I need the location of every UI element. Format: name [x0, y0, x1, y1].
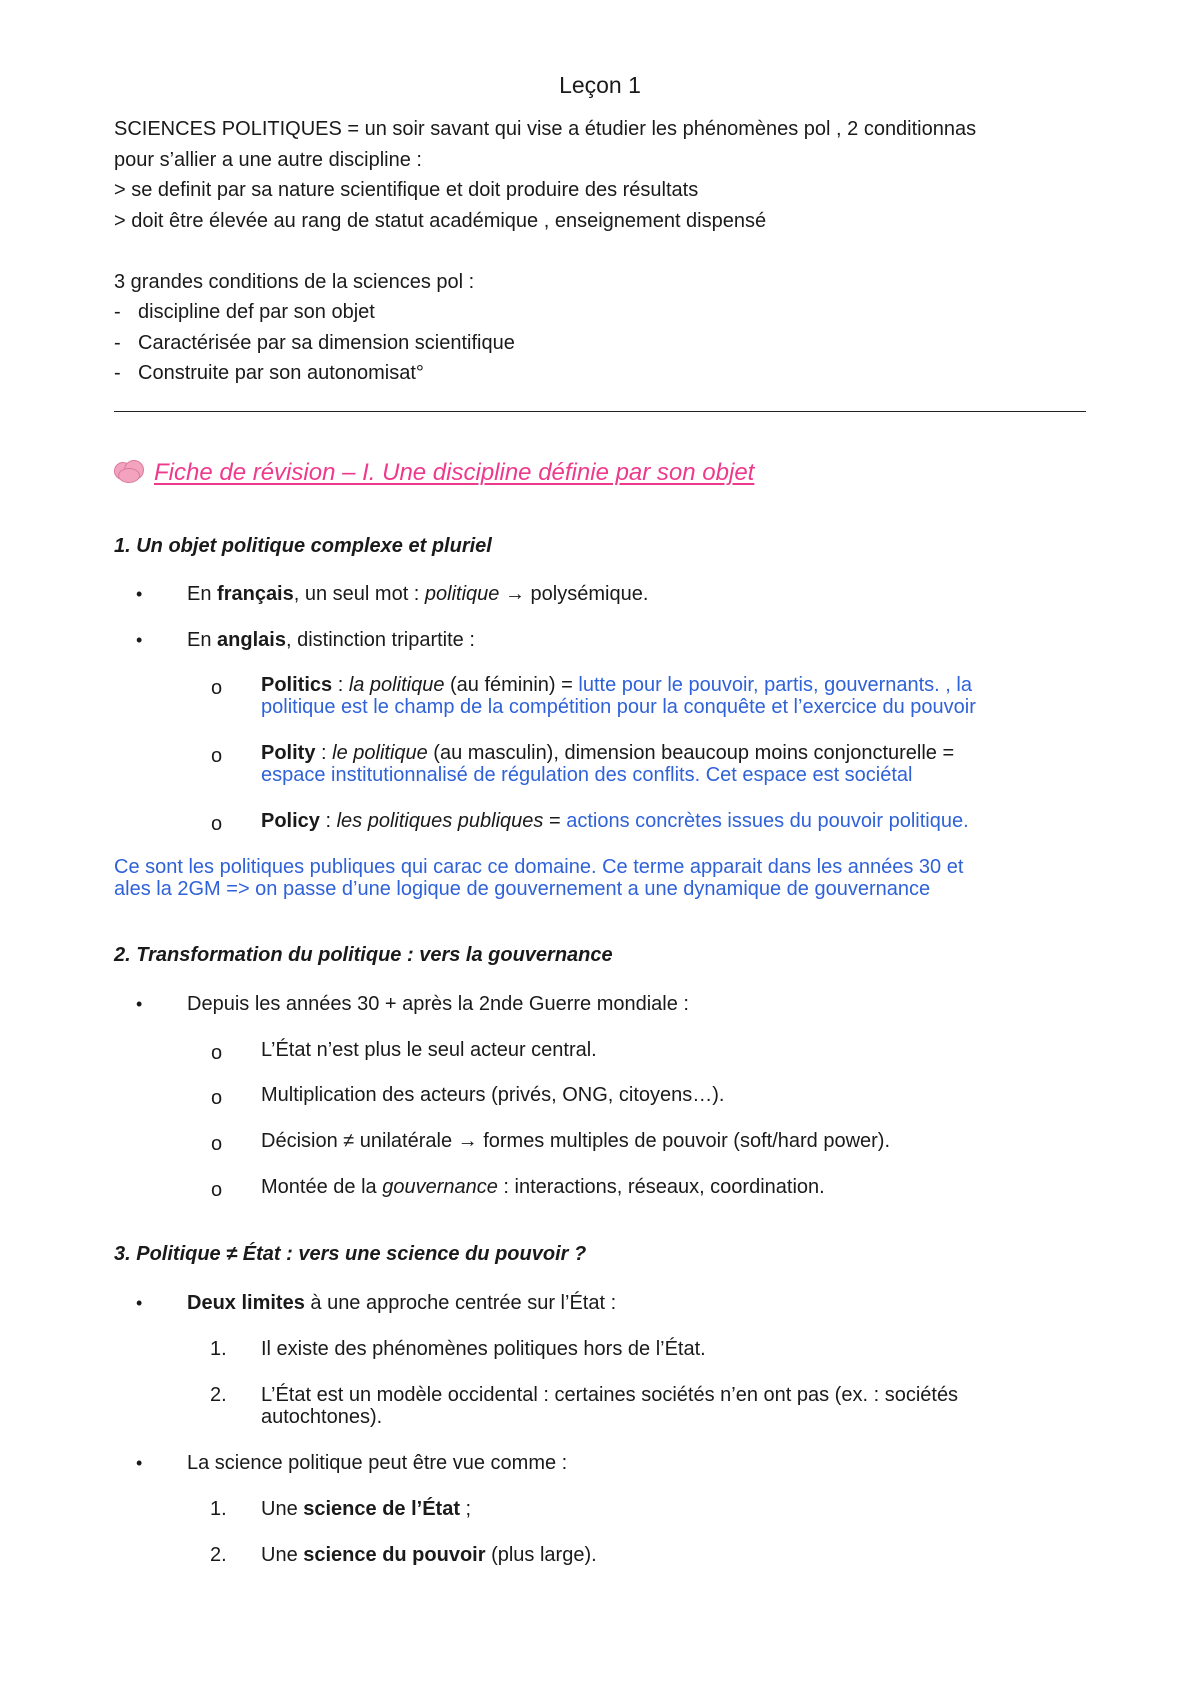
- horizontal-divider: [114, 411, 1086, 412]
- section-title: 2. Transformation du politique : vers la gouvernance: [114, 944, 613, 966]
- list-item: Il existe des phénomènes politiques hors de l’État.: [261, 1338, 706, 1360]
- list-item: Deux limites à une approche centrée sur l’État :: [187, 1292, 617, 1314]
- sub-bullet: o: [211, 1087, 223, 1109]
- sub-bullet: o: [211, 1179, 223, 1201]
- list-item-continuation: espace institutionnalisé de régulation des conflits. Cet espace est sociétal: [261, 764, 913, 786]
- sub-bullet: o: [211, 1133, 223, 1155]
- list-item: En français, un seul mot : politique → polysémique.: [187, 583, 649, 605]
- intro-line: 3 grandes conditions de la sciences pol :: [114, 271, 475, 293]
- list-item: Caractérisée par sa dimension scientifique: [138, 332, 515, 354]
- list-item: Une science de l’État ;: [261, 1498, 472, 1520]
- intro-line: pour s’allier a une autre discipline :: [114, 149, 422, 171]
- fiche-heading: [114, 459, 754, 487]
- intro-line: > doit être élevée au rang de statut académique , enseignement dispensé: [114, 210, 767, 232]
- list-item: discipline def par son objet: [138, 301, 375, 323]
- list-dash: -: [114, 362, 121, 384]
- list-item: Politics : la politique (au féminin) = lutte pour le pouvoir, partis, gouvernants. , la: [261, 674, 972, 696]
- bullet: •: [136, 1453, 143, 1473]
- list-number: 1.: [210, 1498, 227, 1520]
- note-text: ales la 2GM => on passe d’une logique de gouvernement a une dynamique de gouvernance: [114, 878, 931, 900]
- list-dash: -: [114, 332, 121, 354]
- list-item: L’État est un modèle occidental : certaines sociétés n’en ont pas (ex. : sociétés: [261, 1384, 959, 1406]
- intro-line: SCIENCES POLITIQUES = un soir savant qui vise a étudier les phénomènes pol , 2 conditionnas: [114, 118, 977, 140]
- note-text: Ce sont les politiques publiques qui carac ce domaine. Ce terme apparait dans les années 30 et: [114, 856, 964, 878]
- list-number: 2.: [210, 1384, 227, 1406]
- list-item: Décision ≠ unilatérale → formes multiples de pouvoir (soft/hard power).: [261, 1130, 891, 1152]
- bullet: •: [136, 630, 143, 650]
- brain-icon: [114, 460, 146, 482]
- bullet: •: [136, 1293, 143, 1313]
- bullet: •: [136, 584, 143, 604]
- list-item: Multiplication des acteurs (privés, ONG, citoyens…).: [261, 1084, 725, 1106]
- list-item-continuation: politique est le champ de la compétition pour la conquête et l’exercice du pouvoir: [261, 696, 976, 718]
- bullet: •: [136, 994, 143, 1014]
- list-number: 2.: [210, 1544, 227, 1566]
- list-item-continuation: autochtones).: [261, 1406, 383, 1428]
- section-title: 1. Un objet politique complexe et pluriel: [114, 535, 492, 557]
- list-item: Policy : les politiques publiques = actions concrètes issues du pouvoir politique.: [261, 810, 969, 832]
- sub-bullet: o: [211, 813, 223, 835]
- sub-bullet: o: [211, 745, 223, 767]
- intro-line: > se definit par sa nature scientifique et doit produire des résultats: [114, 179, 699, 201]
- list-item: Construite par son autonomisat°: [138, 362, 424, 384]
- list-item: Polity : le politique (au masculin), dimension beaucoup moins conjoncturelle =: [261, 742, 955, 764]
- list-item: Une science du pouvoir (plus large).: [261, 1544, 597, 1566]
- list-item: Depuis les années 30 + après la 2nde Guerre mondiale :: [187, 993, 689, 1015]
- list-dash: -: [114, 301, 121, 323]
- list-number: 1.: [210, 1338, 227, 1360]
- fiche-heading-text: Fiche de révision – I. Une discipline définie par son objet: [154, 459, 755, 486]
- sub-bullet: o: [211, 1042, 223, 1064]
- page-title: Leçon 1: [559, 72, 641, 98]
- sub-bullet: o: [211, 677, 223, 699]
- list-item: La science politique peut être vue comme :: [187, 1452, 568, 1474]
- list-item: En anglais, distinction tripartite :: [187, 629, 475, 651]
- section-title: 3. Politique ≠ État : vers une science du pouvoir ?: [114, 1243, 587, 1265]
- list-item: Montée de la gouvernance : interactions, réseaux, coordination.: [261, 1176, 825, 1198]
- list-item: L’État n’est plus le seul acteur central.: [261, 1039, 597, 1061]
